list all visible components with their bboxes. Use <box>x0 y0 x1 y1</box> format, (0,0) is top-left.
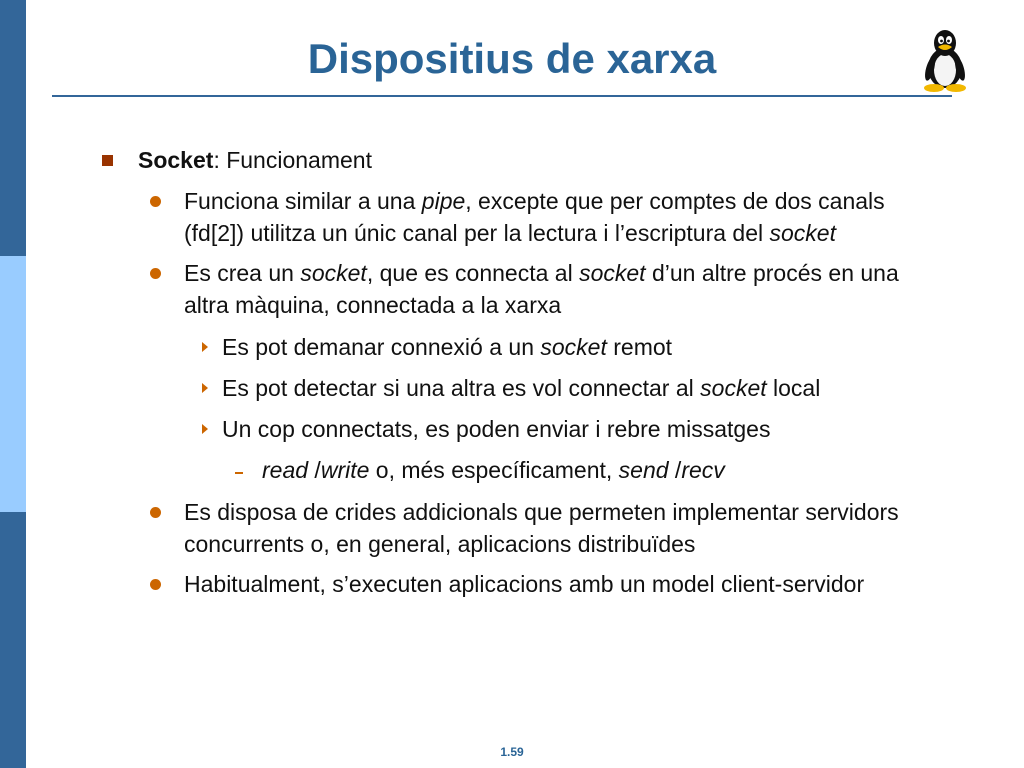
round-bullet-icon <box>150 579 161 590</box>
bullet-read-write <box>262 457 725 483</box>
bullet-es-crea-line1 <box>184 260 899 286</box>
socket-bold-term: Socket <box>138 147 214 173</box>
dash-bullet-icon <box>235 472 243 474</box>
bullet-text: : Funcionament <box>213 147 372 173</box>
italic-term: socket <box>579 260 646 286</box>
bullet-text: Es pot demanar connexió a un <box>222 334 541 360</box>
bullet-es-disposa-line2: concurrents o, en general, aplicacions distribuïdes <box>184 531 696 557</box>
italic-term: socket <box>300 260 367 286</box>
round-bullet-icon <box>150 196 161 207</box>
bullet-text: , que es connecta al <box>366 260 580 286</box>
page-number: 1.59 <box>500 745 524 759</box>
italic-term: pipe <box>421 188 466 214</box>
bullet-enviar-rebre: Un cop connectats, es poden enviar i rebre missatges <box>222 416 771 442</box>
italic-term: socket <box>769 220 836 246</box>
bullet-funciona-line2 <box>184 220 836 246</box>
triangle-bullet-icon <box>202 342 208 352</box>
bullet-text: Es pot detectar si una altra es vol connectar al <box>222 375 701 401</box>
round-bullet-icon <box>150 268 161 279</box>
bullet-demanar-connexio <box>222 334 672 360</box>
bullet-text: o, més específicament, <box>369 457 619 483</box>
bullet-text: Es crea un <box>184 260 301 286</box>
bullet-text: d’un altre procés en una <box>645 260 899 286</box>
bullet-text: remot <box>606 334 673 360</box>
bullet-text: / <box>668 457 682 483</box>
bullet-es-crea-line2: altra màquina, connectada a la xarxa <box>184 292 562 318</box>
italic-term: recv <box>681 457 725 483</box>
triangle-bullet-icon <box>202 383 208 393</box>
square-bullet-icon <box>102 155 113 166</box>
slide-title: Dispositius de xarxa <box>307 35 717 82</box>
bullet-es-disposa-line1: Es disposa de crides addicionals que permeten implementar servidors <box>184 499 899 525</box>
bullet-detectar-connexio <box>222 375 820 401</box>
triangle-bullet-icon <box>202 424 208 434</box>
italic-term: read <box>262 457 309 483</box>
bullet-text: Funciona similar a una <box>184 188 422 214</box>
bullet-text: / <box>308 457 321 483</box>
italic-term: write <box>320 457 370 483</box>
italic-term: send <box>618 457 669 483</box>
bullet-text: (fd[2]) utilitza un únic canal per la lectura i l’escriptura del <box>184 220 770 246</box>
bullet-socket-heading <box>138 147 372 173</box>
italic-term: socket <box>540 334 607 360</box>
bullet-text: local <box>766 375 821 401</box>
bullet-text: , excepte que per comptes de dos canals <box>465 188 885 214</box>
bullet-habitualment: Habitualment, s’executen aplicacions amb un model client-servidor <box>184 571 865 597</box>
round-bullet-icon <box>150 507 161 518</box>
bullet-funciona-line1 <box>184 188 885 214</box>
italic-term: socket <box>700 375 767 401</box>
